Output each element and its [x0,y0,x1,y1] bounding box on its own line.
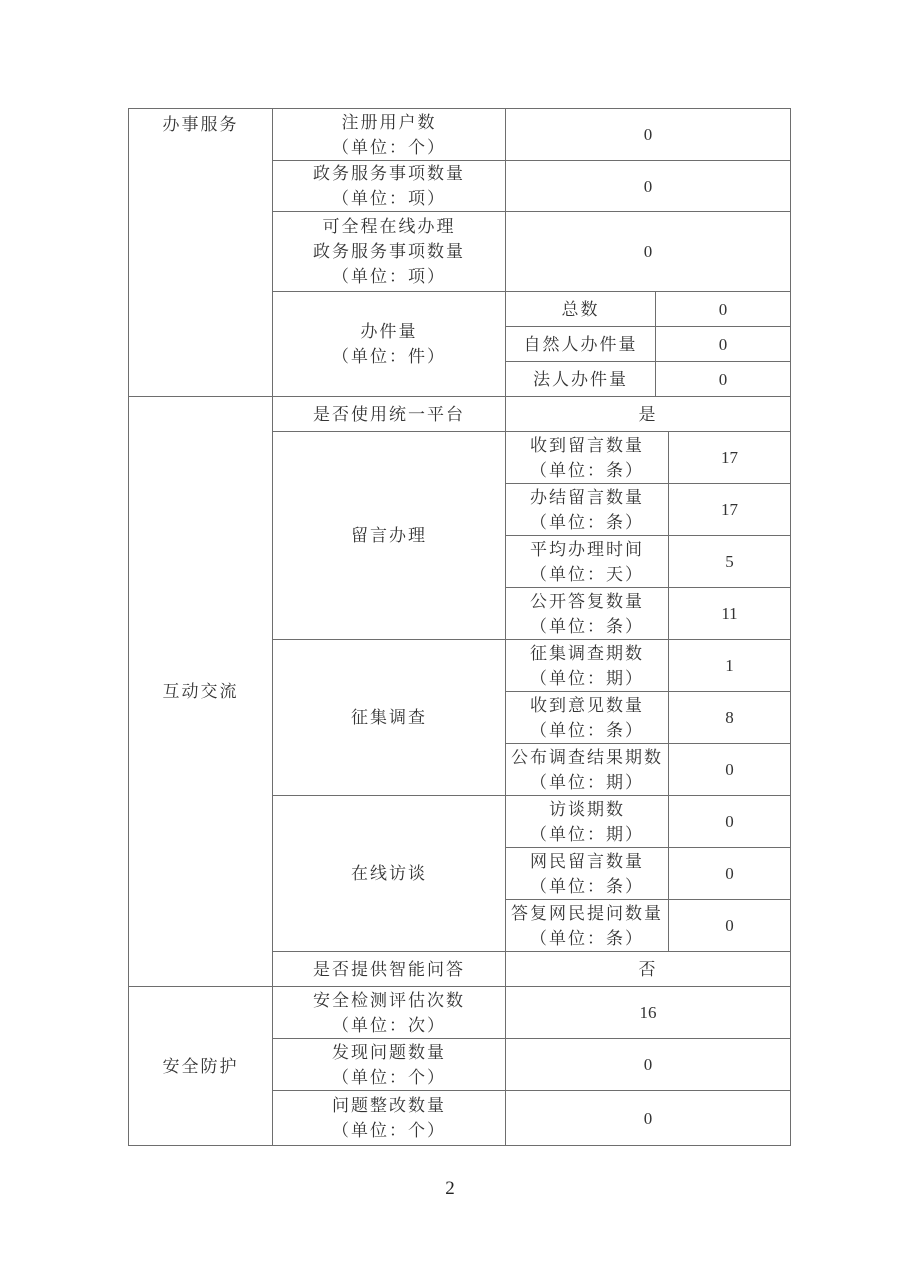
label-line: 平均办理时间 [530,539,644,559]
label-line: （单位：项） [332,267,446,286]
label-line: （单位：天） [530,564,644,584]
label-line: 收到留言数量 [530,435,644,455]
category-cell-banshifuwu: 办事服务 [129,109,273,397]
label-line: 征集调查期数 [530,643,644,663]
row-label [273,109,506,161]
label-line: （单位：次） [332,1015,446,1035]
row-label [273,1091,506,1146]
sub-value: 0 [669,900,791,952]
section-banshifuwu [128,108,791,397]
sub-value: 0 [656,327,791,362]
label-line: （单位：条） [530,928,644,948]
label-line: 问题整改数量 [332,1096,446,1115]
row-value: 是 [506,397,791,432]
category-cell-hudongjiaoliu: 互动交流 [129,397,273,987]
section-anquanfanghu [128,986,791,1146]
label-line: （单位：个） [332,1121,446,1140]
group-label-banjianliang [273,292,506,397]
sub-value: 17 [669,432,791,484]
sub-label [506,640,669,692]
sub-value: 8 [669,692,791,744]
label-line: 网民留言数量 [530,851,644,871]
label-line: 公开答复数量 [530,591,644,611]
sub-label [506,796,669,848]
sub-label [506,588,669,640]
sub-label [506,744,669,796]
label-line: （单位：期） [530,772,644,792]
group-label-zhengjidiaocha: 征集调查 [273,640,506,796]
row-label [273,1039,506,1091]
label-line: 公布调查结果期数 [511,747,663,767]
row-label: 是否提供智能问答 [273,952,506,987]
sub-label [506,848,669,900]
label-line: 政务服务事项数量 [313,164,465,183]
section-hudongjiaoliu [128,396,791,987]
sub-label: 自然人办件量 [506,327,656,362]
sub-label [506,536,669,588]
row-label [273,212,506,292]
label-line: （单位：条） [530,616,644,636]
row-value: 否 [506,952,791,987]
row-value: 0 [506,161,791,212]
sub-label [506,900,669,952]
category-cell-anquanfanghu: 安全防护 [129,987,273,1146]
row-label [273,987,506,1039]
label-line: 收到意见数量 [530,695,644,715]
label-line: （单位：件） [332,347,446,366]
page-number: 2 [445,1178,455,1199]
label-line: （单位：个） [332,1067,446,1087]
label-line: （单位：个） [332,137,446,157]
label-line: （单位：条） [530,876,644,896]
row-value: 0 [506,1091,791,1146]
sub-value: 0 [669,848,791,900]
label-line: （单位：期） [530,824,644,844]
label-line: （单位：项） [332,189,446,208]
label-line: （单位：条） [530,512,644,532]
label-line: 答复网民提问数量 [511,903,663,923]
row-label [273,161,506,212]
row-value: 0 [506,109,791,161]
label-line: 安全检测评估次数 [313,990,465,1010]
row-value: 0 [506,1039,791,1091]
label-line: 访谈期数 [549,799,625,819]
row-value: 16 [506,987,791,1039]
sub-label [506,692,669,744]
row-label: 是否使用统一平台 [273,397,506,432]
sub-value: 0 [656,292,791,327]
label-line: 发现问题数量 [332,1042,446,1062]
sub-value: 5 [669,536,791,588]
label-line: （单位：条） [530,720,644,740]
sub-label [506,432,669,484]
sub-value: 0 [656,362,791,397]
label-line: 政务服务事项数量 [313,242,465,261]
sub-label: 总数 [506,292,656,327]
group-label-zaixianfangtan: 在线访谈 [273,796,506,952]
sub-label [506,484,669,536]
label-line: （单位：条） [530,460,644,480]
report-table [128,108,790,1146]
sub-value: 0 [669,744,791,796]
label-line: 办结留言数量 [530,487,644,507]
row-value: 0 [506,212,791,292]
sub-value: 0 [669,796,791,848]
sub-value: 17 [669,484,791,536]
label-line: 办件量 [360,322,418,341]
label-line: 可全程在线办理 [322,217,456,236]
label-line: （单位：期） [530,668,644,688]
label-line: 注册用户数 [341,112,437,132]
group-label-liuyanbanli: 留言办理 [273,432,506,640]
sub-value: 11 [669,588,791,640]
sub-value: 1 [669,640,791,692]
sub-label: 法人办件量 [506,362,656,397]
